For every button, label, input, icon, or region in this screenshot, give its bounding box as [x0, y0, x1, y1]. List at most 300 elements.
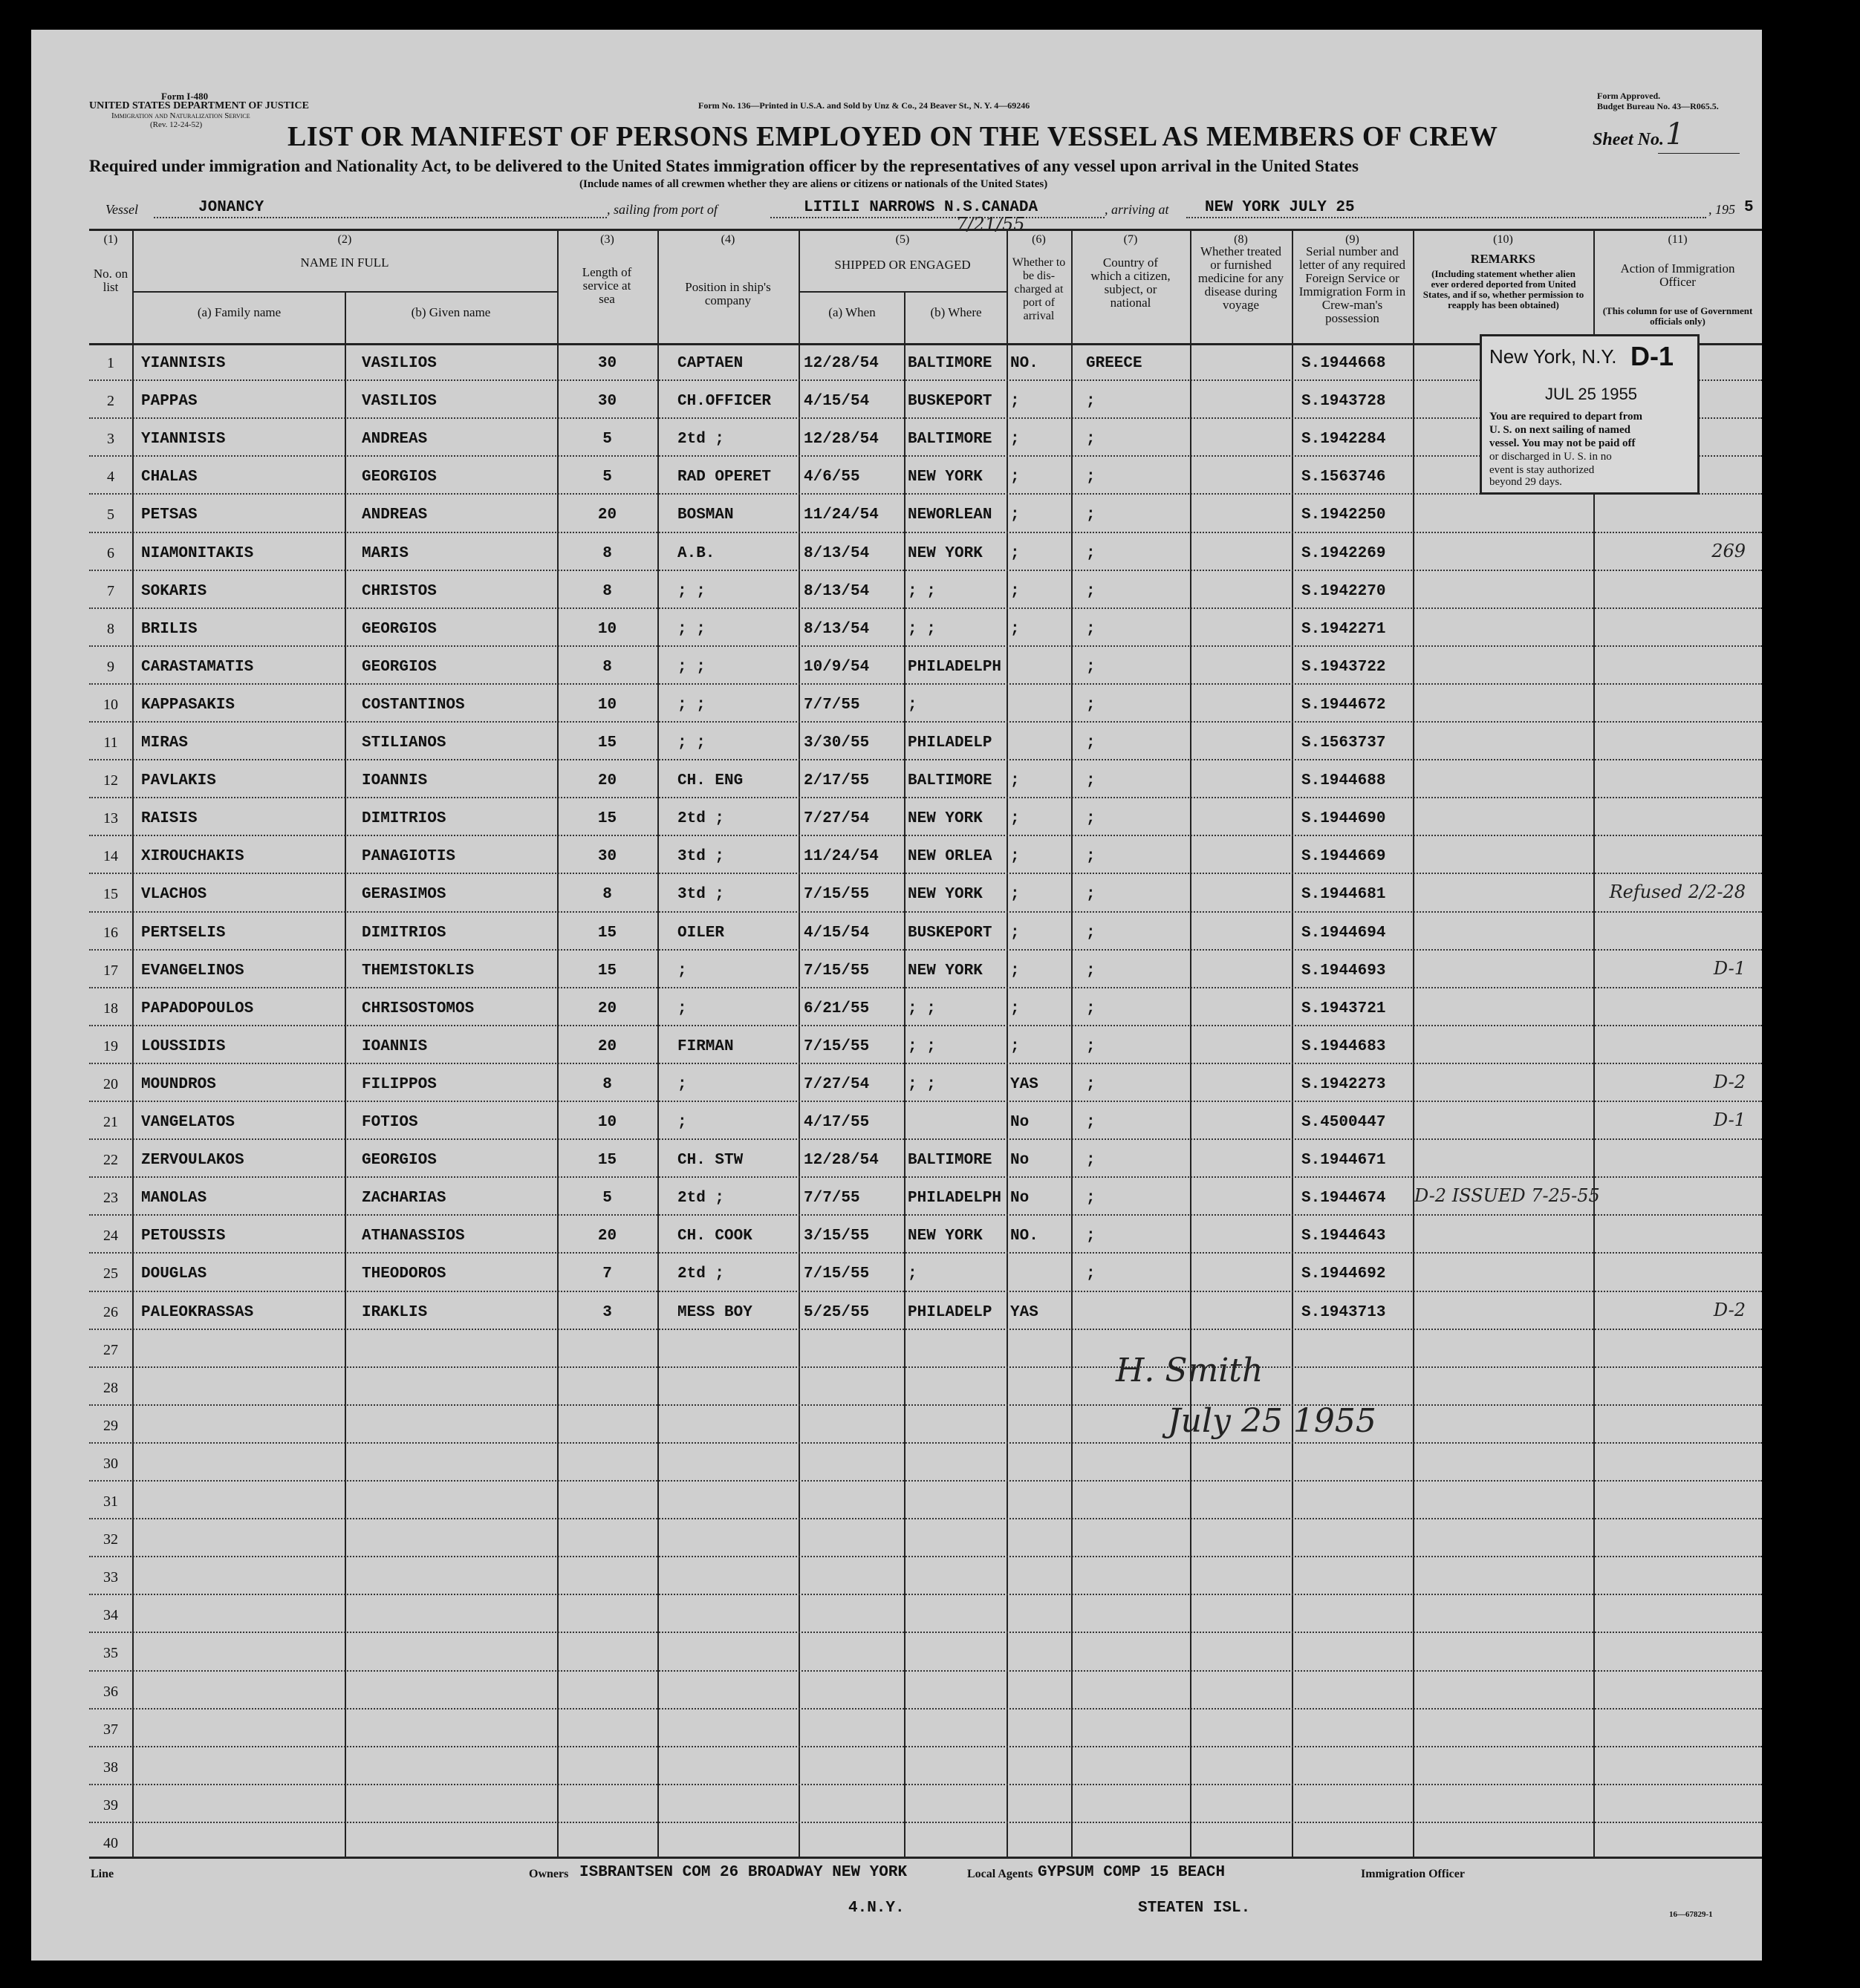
row-rule: [89, 873, 1762, 875]
cell-family: ZERVOULAKOS: [141, 1152, 244, 1170]
cell-country: ;: [1086, 1000, 1096, 1017]
cell-where: PHILADELPH: [908, 658, 1002, 676]
row-number: 31: [103, 1493, 118, 1510]
revision: (Rev. 12-24-52): [150, 120, 203, 129]
row-number: 17: [103, 962, 118, 979]
cell-position: MESS BOY: [677, 1303, 752, 1321]
col-11-number: (11): [1668, 233, 1688, 246]
cell-serial: S.1944668: [1301, 355, 1386, 372]
cell-when: 7/15/55: [804, 962, 870, 980]
cell-when: 4/15/54: [804, 393, 870, 411]
col-5a-label: (a) When: [828, 305, 876, 319]
cell-serial: S.1943721: [1301, 1000, 1386, 1017]
stamp-text: event is stay authorized: [1489, 464, 1595, 476]
cell-family: MIRAS: [141, 734, 189, 752]
row-number: 20: [103, 1075, 118, 1092]
cell-serial: S.1944674: [1301, 1190, 1386, 1208]
cell-family: RAISIS: [141, 810, 198, 828]
cell-discharged: ;: [1010, 431, 1020, 449]
cell-service: 20: [597, 772, 617, 790]
cell-when: 12/28/54: [804, 355, 879, 372]
agents-label: Local Agents: [967, 1868, 1033, 1880]
cell-country: ;: [1086, 1265, 1096, 1283]
cell-country: ;: [1086, 544, 1096, 562]
row-number: 14: [103, 848, 118, 865]
col-1-number: (1): [103, 233, 118, 246]
cell-where: ; ;: [908, 620, 936, 638]
cell-given: IOANNIS: [362, 1037, 428, 1055]
cell-position: CAPTAEN: [677, 355, 744, 372]
cell-service: 10: [597, 696, 617, 714]
crew-manifest-document: [31, 30, 1762, 1961]
col-9-number: (9): [1345, 233, 1359, 246]
col-2-label: NAME IN FULL: [300, 255, 389, 270]
cell-position: ;: [677, 1075, 687, 1093]
agents-value: GYPSUM COMP 15 BEACH: [1038, 1864, 1226, 1881]
row-number: 19: [103, 1037, 118, 1055]
cell-where: NEW YORK: [908, 886, 983, 904]
cell-where: BALTIMORE: [908, 1152, 992, 1170]
cell-serial: S.1944690: [1301, 810, 1386, 828]
cell-when: 2/17/55: [804, 772, 870, 790]
cell-given: CHRISOSTOMOS: [362, 1000, 475, 1017]
cell-serial: S.1944672: [1301, 696, 1386, 714]
cell-given: DIMITRIOS: [362, 810, 446, 828]
year-label: , 195: [1708, 202, 1735, 217]
sailing-port: LITILI NARROWS N.S.CANADA: [804, 199, 1038, 216]
cell-action: D-2: [1713, 1071, 1746, 1092]
row-number: 34: [103, 1607, 118, 1624]
cell-country: ;: [1086, 658, 1096, 676]
cell-where: NEWORLEAN: [908, 506, 992, 524]
cell-discharged: ;: [1010, 469, 1020, 486]
cell-when: 7/15/55: [804, 1037, 870, 1055]
cell-discharged: ;: [1010, 810, 1020, 828]
cell-when: 6/21/55: [804, 1000, 870, 1017]
col-5b-label: (b) Where: [930, 305, 982, 319]
cell-given: STILIANOS: [362, 734, 446, 752]
col-6-label: Whether to be dis-charged at port of arrival: [1012, 256, 1066, 322]
cell-position: 2td ;: [677, 810, 725, 828]
cell-where: ; ;: [908, 1075, 936, 1093]
col-divider: [132, 230, 134, 1857]
cell-service: 5: [602, 469, 612, 486]
vessel-name: JONANCY: [198, 199, 264, 216]
row-number: 1: [107, 355, 114, 371]
col-divider: [1190, 230, 1191, 1857]
cell-serial: S.1944643: [1301, 1228, 1386, 1245]
row-number: 3: [107, 431, 114, 448]
cell-country: ;: [1086, 886, 1096, 904]
stamp-text: beyond 29 days.: [1489, 476, 1562, 488]
cell-country: GREECE: [1086, 355, 1142, 372]
cell-where: BALTIMORE: [908, 772, 992, 790]
col-5-label: SHIPPED OR ENGAGED: [834, 258, 971, 272]
cell-when: 10/9/54: [804, 658, 870, 676]
cell-discharged: ;: [1010, 962, 1020, 980]
cell-where: NEW YORK: [908, 469, 983, 486]
cell-discharged: No: [1010, 1152, 1030, 1170]
cell-given: VASILIOS: [362, 355, 437, 372]
cell-service: 20: [597, 1037, 617, 1055]
col-divider: [1071, 230, 1073, 1857]
cell-family: NIAMONITAKIS: [141, 544, 254, 562]
row-rule: [89, 1556, 1762, 1558]
cell-serial: S.1942269: [1301, 544, 1386, 562]
cell-given: FOTIOS: [362, 1114, 418, 1131]
stamp-text: U. S. on next sailing of named: [1489, 424, 1631, 436]
row-number: 27: [103, 1341, 118, 1358]
row-number: 32: [103, 1531, 118, 1548]
cell-position: 2td ;: [677, 1190, 725, 1208]
row-number: 25: [103, 1265, 118, 1283]
cell-discharged: ;: [1010, 393, 1020, 411]
stamp-text: You are required to depart from: [1489, 411, 1642, 423]
cell-service: 5: [602, 431, 612, 449]
row-rule: [89, 1063, 1762, 1065]
cell-serial: S.1563746: [1301, 469, 1386, 486]
cell-family: SOKARIS: [141, 582, 207, 600]
row-rule: [89, 721, 1762, 723]
cell-discharged: ;: [1010, 1037, 1020, 1055]
col-1-label: No. on list: [93, 267, 129, 294]
cell-service: 15: [597, 1152, 617, 1170]
cell-service: 20: [597, 1228, 617, 1245]
cell-family: PERTSELIS: [141, 924, 226, 942]
cell-serial: S.1944671: [1301, 1152, 1386, 1170]
col-10-note: (Including statement whether alien ever ordered deported from United States, and if so, whether permission to reapply has been obtained): [1422, 268, 1584, 310]
include-note: (Include names of all crewmen whether they are aliens or citizens or nationals of the United States): [579, 178, 1048, 190]
row-rule: [89, 1822, 1762, 1824]
cell-service: 5: [602, 1190, 612, 1208]
cell-family: DOUGLAS: [141, 1265, 207, 1283]
cell-position: RAD OPERET: [677, 469, 772, 486]
row-rule: [89, 797, 1762, 799]
row-rule: [89, 1670, 1762, 1672]
cell-family: PETOUSSIS: [141, 1228, 226, 1245]
row-number: 22: [103, 1152, 118, 1169]
cell-country: ;: [1086, 734, 1096, 752]
cell-discharged: No: [1010, 1114, 1030, 1131]
cell-where: NEW ORLEA: [908, 848, 992, 866]
sheet-label: Sheet No.: [1593, 130, 1664, 149]
cell-service: 8: [602, 1075, 612, 1093]
sailing-line: [770, 217, 1105, 219]
row-rule: [89, 1404, 1762, 1407]
cell-serial: S.1944669: [1301, 848, 1386, 866]
officer-label: Immigration Officer: [1361, 1868, 1465, 1880]
row-number: 26: [103, 1303, 118, 1320]
cell-position: ; ;: [677, 582, 706, 600]
sheet-underline: [1658, 153, 1740, 154]
arriving-label: , arriving at: [1105, 202, 1169, 217]
cell-family: PALEOKRASSAS: [141, 1303, 254, 1321]
cell-service: 10: [597, 620, 617, 638]
cell-discharged: NO.: [1010, 355, 1038, 372]
row-rule: [89, 835, 1762, 837]
cell-given: GEORGIOS: [362, 1152, 437, 1170]
cell-service: 8: [602, 658, 612, 676]
row-rule: [89, 987, 1762, 989]
subtitle: Required under immigration and Nationality Act, to be delivered to the United States immigration officer by the representatives of any vessel upon arrival in the United States: [89, 157, 1359, 175]
cell-given: FILIPPOS: [362, 1075, 437, 1093]
cell-when: 11/24/54: [804, 506, 879, 524]
shipped-subheader-line: [799, 291, 1007, 293]
cell-when: 4/17/55: [804, 1114, 870, 1131]
cell-country: ;: [1086, 1228, 1096, 1245]
service: Immigration and Naturalization Service: [111, 111, 250, 120]
cell-given: IRAKLIS: [362, 1303, 428, 1321]
owners-value-2: 4.N.Y.: [848, 1900, 905, 1917]
row-number: 33: [103, 1569, 118, 1586]
col-2a-label: (a) Family name: [197, 305, 282, 319]
cell-country: ;: [1086, 1152, 1096, 1170]
cell-when: 4/6/55: [804, 469, 860, 486]
cell-family: YIANNISIS: [141, 355, 226, 372]
footer-code: 16—67829-1: [1669, 1910, 1713, 1919]
stamp-city: New York, N.Y.: [1489, 345, 1617, 368]
cell-position: ;: [677, 1114, 687, 1131]
col-10-label: REMARKS: [1471, 252, 1535, 266]
row-rule: [89, 1138, 1762, 1141]
table-bottom-border: [89, 1857, 1762, 1859]
cell-given: MARIS: [362, 544, 409, 562]
cell-discharged: ;: [1010, 1000, 1020, 1017]
cell-position: CH. COOK: [677, 1228, 752, 1245]
cell-action: 269: [1711, 540, 1746, 561]
cell-position: ; ;: [677, 734, 706, 752]
row-rule: [89, 645, 1762, 648]
col-9-label: Serial number and letter of any required Foreign Service or Immigration Form in Crew-man's possession: [1298, 244, 1406, 325]
cell-serial: S.1942250: [1301, 506, 1386, 524]
cell-when: 8/13/54: [804, 544, 870, 562]
row-number: 16: [103, 924, 118, 941]
row-number: 8: [107, 620, 114, 637]
cell-family: PAVLAKIS: [141, 772, 216, 790]
row-number: 5: [107, 506, 114, 524]
cell-serial: S.4500447: [1301, 1114, 1386, 1131]
cell-where: ; ;: [908, 1000, 936, 1017]
cell-family: MANOLAS: [141, 1190, 207, 1208]
cell-where: NEW YORK: [908, 810, 983, 828]
cell-when: 3/30/55: [804, 734, 870, 752]
cell-given: DIMITRIOS: [362, 924, 446, 942]
row-rule: [89, 1101, 1762, 1103]
owners-label: Owners: [529, 1868, 569, 1880]
row-number: 10: [103, 696, 118, 713]
cell-country: ;: [1086, 772, 1096, 790]
vessel-line: [154, 217, 607, 219]
name-subheader-line: [132, 291, 557, 293]
cell-country: ;: [1086, 810, 1096, 828]
cell-service: 7: [602, 1265, 612, 1283]
arriving-line: [1186, 217, 1706, 219]
cell-when: 5/25/55: [804, 1303, 870, 1321]
cell-family: VANGELATOS: [141, 1114, 235, 1131]
cell-where: BUSKEPORT: [908, 924, 992, 942]
cell-where: ;: [908, 1265, 917, 1283]
cell-country: ;: [1086, 1190, 1096, 1208]
cell-given: GEORGIOS: [362, 658, 437, 676]
cell-service: 8: [602, 582, 612, 600]
cell-when: 7/7/55: [804, 1190, 860, 1208]
col-divider: [1413, 230, 1414, 1857]
owners-value: ISBRANTSEN COM 26 BROADWAY NEW YORK: [579, 1864, 908, 1881]
cell-discharged: ;: [1010, 506, 1020, 524]
cell-service: 20: [597, 1000, 617, 1017]
cell-action: D-1: [1713, 1109, 1746, 1130]
cell-country: ;: [1086, 431, 1096, 449]
cell-position: 2td ;: [677, 1265, 725, 1283]
cell-action: D-2: [1713, 1299, 1746, 1320]
row-rule: [89, 1176, 1762, 1179]
row-rule: [89, 1518, 1762, 1520]
cell-family: YIANNISIS: [141, 431, 226, 449]
col-7-label: Country of which a citizen, subject, or national: [1090, 255, 1171, 310]
cell-position: BOSMAN: [677, 506, 734, 524]
cell-discharged: YAS: [1010, 1075, 1038, 1093]
cell-where: BALTIMORE: [908, 355, 992, 372]
sheet-number: 1: [1665, 117, 1685, 151]
row-number: 15: [103, 886, 118, 903]
cell-where: NEW YORK: [908, 1228, 983, 1245]
col-5-number: (5): [895, 233, 910, 246]
cell-position: CH.OFFICER: [677, 393, 772, 411]
cell-where: NEW YORK: [908, 544, 983, 562]
cell-given: ANDREAS: [362, 431, 428, 449]
col-4-number: (4): [721, 233, 735, 246]
cell-discharged: YAS: [1010, 1303, 1038, 1321]
row-rule: [89, 1214, 1762, 1216]
cell-position: ; ;: [677, 620, 706, 638]
row-rule: [89, 607, 1762, 610]
page-title: LIST OR MANIFEST OF PERSONS EMPLOYED ON THE VESSEL AS MEMBERS OF CREW: [287, 121, 1498, 152]
table-top-border: [89, 229, 1762, 231]
cell-discharged: ;: [1010, 772, 1020, 790]
cell-discharged: ;: [1010, 620, 1020, 638]
cell-family: LOUSSIDIS: [141, 1037, 226, 1055]
cell-service: 15: [597, 810, 617, 828]
cell-given: ZACHARIAS: [362, 1190, 446, 1208]
row-rule: [89, 1366, 1762, 1369]
cell-country: ;: [1086, 848, 1096, 866]
sailing-label: , sailing from port of: [607, 202, 718, 217]
cell-country: ;: [1086, 393, 1096, 411]
cell-where: BALTIMORE: [908, 431, 992, 449]
cell-given: ANDREAS: [362, 506, 428, 524]
cell-serial: S.1944681: [1301, 886, 1386, 904]
cell-serial: S.1942284: [1301, 431, 1386, 449]
stamp-code: D-1: [1630, 341, 1674, 371]
cell-position: FIRMAN: [677, 1037, 734, 1055]
immigration-stamp: [1480, 334, 1700, 495]
arriving-place: NEW YORK JULY 25: [1205, 199, 1355, 216]
row-number: 18: [103, 1000, 118, 1017]
cell-position: OILER: [677, 924, 725, 942]
cell-service: 30: [597, 393, 617, 411]
cell-given: THEODOROS: [362, 1265, 446, 1283]
row-number: 24: [103, 1228, 118, 1245]
cell-country: ;: [1086, 506, 1096, 524]
row-rule: [89, 1025, 1762, 1027]
cell-discharged: ;: [1010, 544, 1020, 562]
cell-given: PANAGIOTIS: [362, 848, 456, 866]
cell-action: D-1: [1713, 957, 1746, 979]
row-rule: [89, 1252, 1762, 1254]
row-number: 12: [103, 772, 118, 789]
row-rule: [89, 1442, 1762, 1444]
cell-given: CHRISTOS: [362, 582, 437, 600]
signature-date: July 25 1955: [1168, 1402, 1376, 1440]
col-2b-label: (b) Given name: [411, 305, 491, 319]
row-rule: [89, 1329, 1762, 1331]
cell-given: GEORGIOS: [362, 620, 437, 638]
row-number: 9: [107, 658, 114, 675]
signature-name: H. Smith: [1116, 1352, 1264, 1389]
cell-serial: S.1943722: [1301, 658, 1386, 676]
cell-where: PHILADELP: [908, 1303, 992, 1321]
col-divider: [904, 291, 905, 1857]
cell-when: 11/24/54: [804, 848, 879, 866]
row-rule: [89, 1784, 1762, 1786]
cell-discharged: ;: [1010, 924, 1020, 942]
col-7-number: (7): [1123, 233, 1138, 246]
cell-service: 8: [602, 886, 612, 904]
row-number: 35: [103, 1645, 118, 1662]
cell-discharged: ;: [1010, 582, 1020, 600]
row-rule: [89, 683, 1762, 685]
cell-when: 8/13/54: [804, 620, 870, 638]
cell-position: A.B.: [677, 544, 715, 562]
row-rule: [89, 532, 1762, 534]
cell-serial: S.1563737: [1301, 734, 1386, 752]
row-rule: [89, 570, 1762, 572]
row-number: 2: [107, 393, 114, 410]
row-number: 23: [103, 1190, 118, 1207]
col-3-label: Length of service at sea: [582, 265, 632, 306]
cell-action: Refused 2/2-28: [1609, 881, 1746, 903]
cell-given: GERASIMOS: [362, 886, 446, 904]
cell-where: NEW YORK: [908, 962, 983, 980]
cell-position: ; ;: [677, 658, 706, 676]
row-number: 40: [103, 1834, 118, 1851]
cell-serial: S.1944694: [1301, 924, 1386, 942]
row-number: 13: [103, 810, 118, 827]
row-rule: [89, 949, 1762, 951]
cell-service: 20: [597, 506, 617, 524]
cell-serial: S.1942270: [1301, 582, 1386, 600]
cell-position: ;: [677, 962, 687, 980]
cell-serial: S.1944693: [1301, 962, 1386, 980]
cell-service: 30: [597, 355, 617, 372]
row-number: 39: [103, 1796, 118, 1813]
row-rule: [89, 1291, 1762, 1293]
cell-when: 3/15/55: [804, 1228, 870, 1245]
cell-family: PAPPAS: [141, 393, 198, 411]
row-rule: [89, 1708, 1762, 1710]
cell-country: ;: [1086, 582, 1096, 600]
cell-where: ; ;: [908, 582, 936, 600]
row-rule: [89, 1480, 1762, 1482]
col-8-number: (8): [1234, 233, 1248, 246]
col-3-number: (3): [600, 233, 614, 246]
row-number: 37: [103, 1721, 118, 1738]
cell-where: PHILADELP: [908, 734, 992, 752]
cell-serial: S.1944692: [1301, 1265, 1386, 1283]
cell-given: VASILIOS: [362, 393, 437, 411]
cell-position: 2td ;: [677, 431, 725, 449]
col-11-label: Action of Immigration Officer: [1620, 261, 1735, 289]
